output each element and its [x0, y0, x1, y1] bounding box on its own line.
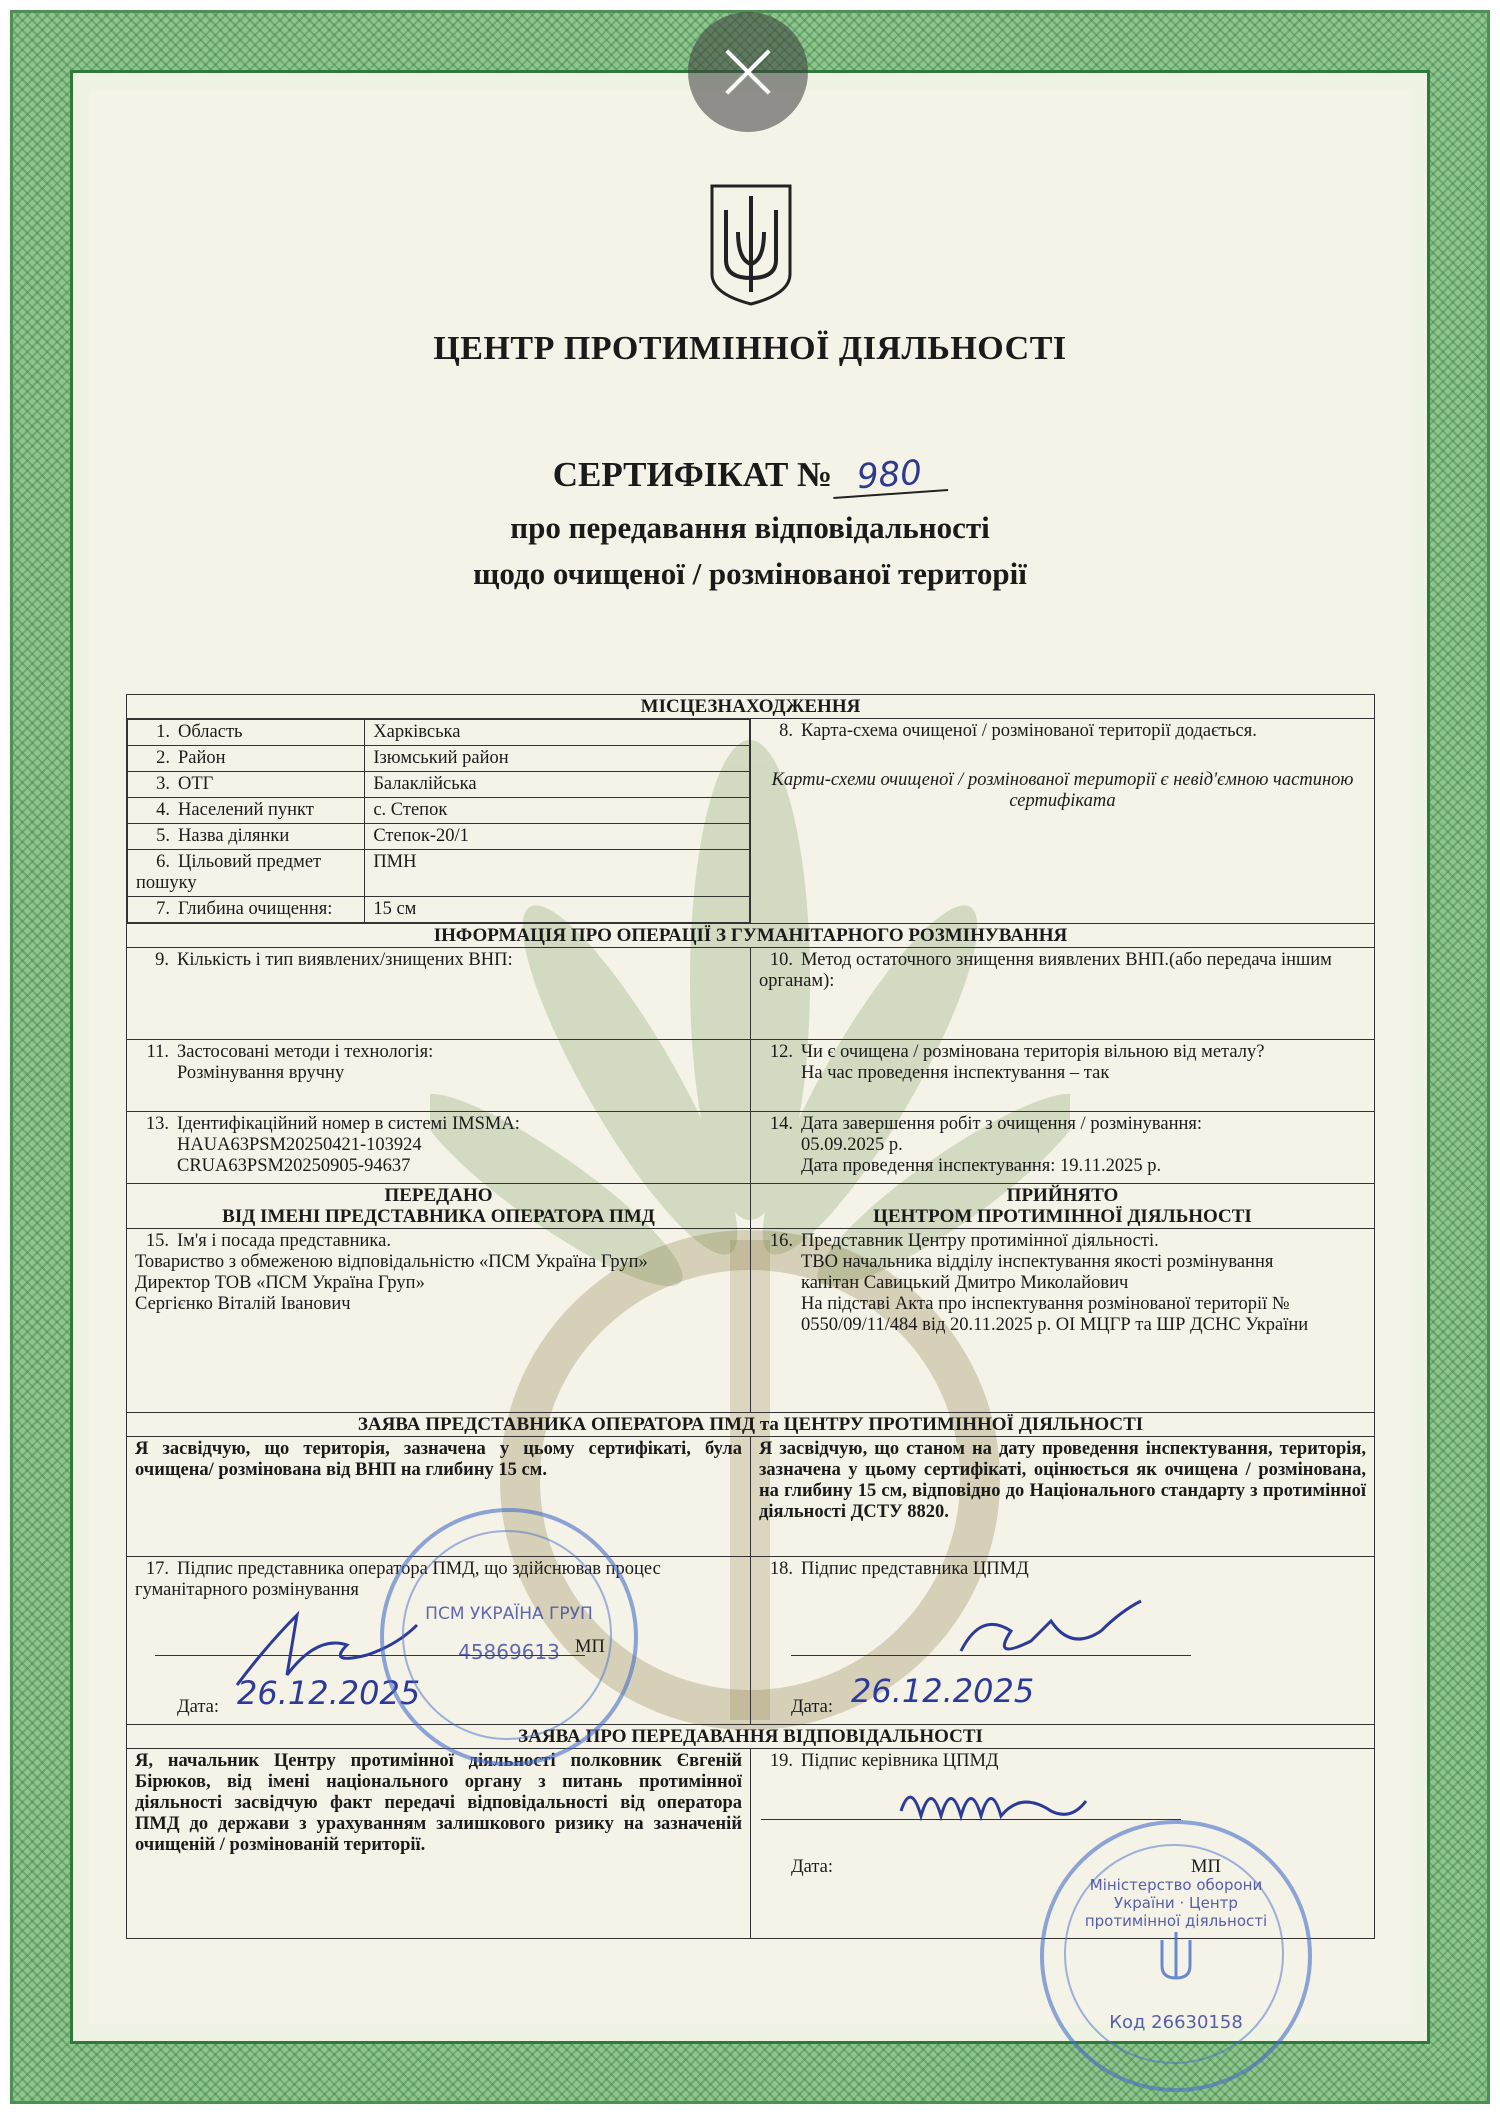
- item-16: 16. Представник Центру протимінної діяльності. ТВО начальника відділу інспектування якості розмінування капітан Савицький Дмитро Миколайович На підставі Акта про інспектування розмінованої території № 0550/09/11/484 від 20.11.2025 р. ОІ МЦГР та ШР ДСНС України: [751, 1229, 1375, 1413]
- close-button[interactable]: [688, 12, 808, 132]
- section-location-title: МІСЦЕЗНАХОДЖЕННЯ: [127, 695, 1375, 719]
- transfer-left-title: ПЕРЕДАНО ВІД ІМЕНІ ПРЕДСТАВНИКА ОПЕРАТОРА ПМД: [127, 1184, 751, 1229]
- center-signature-icon: [951, 1591, 1151, 1671]
- map-scheme-note: Карти-схеми очищеної / розмінованої території є невід'ємною частиною сертифіката: [771, 770, 1354, 811]
- director-signature-icon: [891, 1771, 1091, 1841]
- location-row: 4. Населений пункт с. Степок: [128, 798, 750, 824]
- certificate-title: [0, 452, 1500, 498]
- center-stamp: [1040, 1820, 1312, 2092]
- certificate-table: [126, 694, 1375, 1939]
- item-18: 18. Підпис представника ЦПМД Дата: 26.12.2025: [751, 1557, 1375, 1725]
- item-13: 13. Ідентифікаційний номер в системі IMSMA: HAUA63PSM20250421-103924 CRUA63PSM20250905-94637: [127, 1112, 751, 1184]
- item-10: 10. Метод остаточного знищення виявлених ВНП.(або передача іншим органам):: [751, 948, 1375, 1040]
- location-row: 1. Область Харківська: [128, 720, 750, 746]
- item-11: 11. Застосовані методи і технологія: Розмінування вручну: [127, 1040, 751, 1112]
- responsibility-statement: Я, начальник Центру протимінної діяльності полковник Євгеній Бірюков, від імені національного органу з питань протимінної діяльності засвідчую факт передачі відповідальності від оператора ПМД до держави з урахуванням залишкового ризику на зазначеній очищеній / розмінованій території.: [127, 1749, 751, 1939]
- location-row: 5. Назва ділянки Степок-20/1: [128, 824, 750, 850]
- center-stamp-code: Код 26630158: [1109, 2012, 1243, 2033]
- certificate-subtitle-1: про передавання відповідальності: [510, 510, 990, 545]
- operator-stamp-code: 45869613: [458, 1640, 560, 1664]
- center-stamp-text: Міністерство оборони України · Центр протимінної діяльності: [1084, 1876, 1268, 1930]
- operator-stamp: [380, 1508, 638, 1766]
- stamp-trident-icon: [1154, 1928, 1198, 1988]
- item-14: 14. Дата завершення робіт з очищення / розмінування: 05.09.2025 р. Дата проведення інспектування: 19.11.2025 р.: [751, 1112, 1375, 1184]
- date-label: Дата:: [791, 1697, 834, 1717]
- location-row: 3. ОТГ Балаклійська: [128, 772, 750, 798]
- date-label: Дата:: [791, 1857, 834, 1877]
- org-title: ЦЕНТР ПРОТИМІННОЇ ДІЯЛЬНОСТІ: [433, 330, 1067, 367]
- item-15: 15. Ім'я і посада представника. Товариство з обмеженою відповідальністю «ПСМ Україна Груп» Директор ТОВ «ПСМ Україна Груп» Сергієнко Віталій Іванович: [127, 1229, 751, 1413]
- operator-stamp-text: ПСМ УКРАЇНА ГРУП: [425, 1604, 593, 1624]
- operator-statement: Я засвідчую, що територія, зазначена у цьому сертифікаті, була очищена/ розмінована від ВНП на глибину 15 см.: [127, 1437, 751, 1557]
- section-responsibility-title: ЗАЯВА ПРО ПЕРЕДАВАННЯ ВІДПОВІДАЛЬНОСТІ: [127, 1725, 1375, 1749]
- date-label: Дата:: [177, 1697, 220, 1717]
- item-17: 17. Підпис представника оператора ПМД, що здійснював процес гуманітарного розмінування МП Дата: 26.12.2025: [127, 1557, 751, 1725]
- center-sign-date: 26.12.2025: [851, 1672, 1035, 1710]
- stamp-label: МП: [575, 1637, 605, 1657]
- certificate-number: 980: [831, 453, 948, 499]
- map-scheme-cell: 8. Карта-схема очищеної / розмінованої території додається. Карти-схеми очищеної / розмінованої території є невід'ємною частиною сертифіката: [751, 719, 1375, 924]
- coat-of-arms-icon: [708, 182, 794, 308]
- item-19: 19. Підпис керівника ЦПМД Дата: МП: [751, 1749, 1375, 1939]
- item-12: 12. Чи є очищена / розмінована територія вільною від металу? На час проведення інспектування – так: [751, 1040, 1375, 1112]
- item-9: 9. Кількість і тип виявлених/знищених ВНП:: [127, 948, 751, 1040]
- location-row: 6. Цільовий предмет пошуку ПМН: [128, 850, 750, 897]
- certificate-label: СЕРТИФІКАТ №: [552, 455, 833, 494]
- location-row: 2. Район Ізюмський район: [128, 746, 750, 772]
- certificate-subtitle-2: щодо очищеної / розмінованої території: [473, 556, 1027, 591]
- section-statement-title: ЗАЯВА ПРЕДСТАВНИКА ОПЕРАТОРА ПМД та ЦЕНТРУ ПРОТИМІННОЇ ДІЯЛЬНОСТІ: [127, 1413, 1375, 1437]
- stamp-label: МП: [1191, 1857, 1221, 1877]
- center-statement: Я засвідчую, що станом на дату проведення інспектування, територія, зазначена у цьому сертифікаті, оцінюється як очищена / розмінована, на глибину 15 см, відповідно до Національного стандарту з протимінної діяльності ДСТУ 8820.: [751, 1437, 1375, 1557]
- operator-sign-date: 26.12.2025: [237, 1674, 421, 1712]
- location-row: 7. Глибина очищення: 15 см: [128, 897, 750, 923]
- section-operations-title: ІНФОРМАЦІЯ ПРО ОПЕРАЦІЇ З ГУМАНІТАРНОГО РОЗМІНУВАННЯ: [127, 924, 1375, 948]
- transfer-right-title: ПРИЙНЯТО ЦЕНТРОМ ПРОТИМІННОЇ ДІЯЛЬНОСТІ: [751, 1184, 1375, 1229]
- location-table: [127, 719, 750, 923]
- map-scheme-text: Карта-схема очищеної / розмінованої території додається.: [801, 721, 1257, 741]
